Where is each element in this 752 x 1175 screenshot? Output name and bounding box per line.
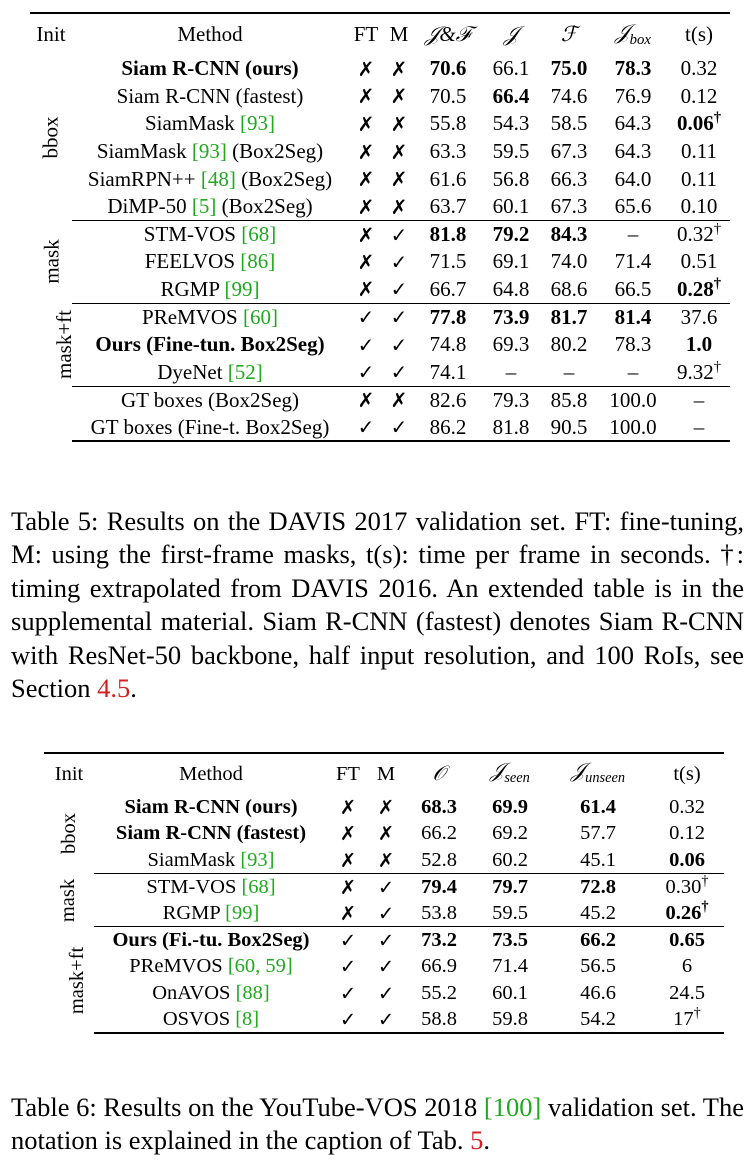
header-method: Method — [179, 762, 243, 785]
group-label-text: mask — [57, 878, 80, 923]
cross-icon: ✗ — [328, 847, 368, 874]
checkmark-icon: ✓ — [377, 981, 395, 1005]
method-name: SiamRPN++ — [87, 166, 196, 191]
cross-icon: ✗ — [357, 388, 375, 413]
method-suffix: (Box2Seg) — [232, 139, 324, 164]
value-t: 24.5 — [669, 981, 705, 1004]
value-j: 64.8 — [482, 276, 540, 304]
checkmark-icon: ✓ — [348, 414, 384, 442]
value-jbox: 65.6 — [598, 193, 668, 221]
table-row — [30, 83, 730, 111]
value-js: 71.4 — [492, 955, 528, 978]
value-f: 58.5 — [550, 111, 588, 136]
value-j: 59.5 — [492, 139, 530, 164]
cross-icon: ✗ — [357, 167, 375, 192]
value-js: 79.7 — [492, 875, 528, 898]
value-f: 74.6 — [550, 83, 588, 108]
method-cell — [72, 83, 348, 111]
citation-link[interactable]: [68] — [241, 222, 277, 247]
checkmark-icon: ✓ — [390, 332, 408, 357]
value-js: 69.2 — [492, 822, 528, 845]
value-f: 66.3 — [550, 166, 588, 191]
method-cell — [72, 386, 348, 414]
value-jf: 74.1 — [414, 359, 482, 387]
value-ju: 45.2 — [546, 900, 650, 927]
value-jf: 70.5 — [429, 83, 467, 108]
checkmark-icon: ✓ — [384, 276, 414, 304]
value-t: 6 — [681, 955, 693, 978]
table-row — [44, 980, 724, 1007]
table-row — [30, 386, 730, 414]
value-t: – — [668, 414, 730, 442]
checkmark-icon: ✓ — [377, 955, 395, 979]
value-f: – — [540, 359, 598, 387]
value-js: 73.5 — [492, 929, 528, 952]
value-t: 1.0 — [685, 332, 713, 357]
value-f: 68.6 — [540, 276, 598, 304]
value-jf: 82.6 — [429, 387, 467, 412]
method-cell — [94, 927, 328, 954]
method-cell — [94, 874, 328, 901]
group-label — [44, 874, 94, 927]
davis-results-table — [30, 12, 730, 442]
table-row — [30, 193, 730, 221]
value-o: 55.2 — [421, 981, 457, 1004]
citation-link[interactable]: [93] — [240, 848, 275, 871]
cross-icon: ✗ — [377, 822, 395, 846]
value-ju: 72.8 — [580, 875, 616, 898]
table-row — [30, 303, 730, 331]
citation-link[interactable]: [60, 59] — [227, 955, 293, 978]
table-row — [30, 248, 730, 276]
cross-icon: ✗ — [390, 111, 408, 136]
value-jf: 61.6 — [429, 166, 467, 191]
citation-link[interactable]: [99] — [225, 901, 260, 924]
value-js: 60.2 — [474, 847, 546, 874]
value-j: 81.8 — [482, 414, 540, 442]
value-jf: 70.6 — [429, 56, 467, 81]
value-ju: 54.2 — [546, 1007, 650, 1034]
cross-icon: ✗ — [357, 56, 375, 81]
value-jf: 63.3 — [429, 139, 467, 164]
value-o: 73.2 — [421, 929, 457, 952]
cross-icon: ✗ — [384, 193, 414, 221]
checkmark-icon: ✓ — [368, 900, 404, 927]
cross-icon: ✗ — [357, 111, 375, 136]
checkmark-icon: ✓ — [339, 981, 357, 1005]
citation-link[interactable]: [8] — [235, 1008, 260, 1031]
value-t: 0.12 — [669, 822, 705, 845]
checkmark-icon: ✓ — [384, 414, 414, 442]
method-cell — [94, 794, 328, 821]
method-cell — [94, 821, 328, 848]
value-o: 58.8 — [404, 1007, 474, 1034]
method-cell — [72, 138, 348, 166]
value-j: 69.1 — [492, 249, 530, 274]
method-name: Ours (Fine-tun. Box2Seg) — [95, 332, 325, 357]
cross-icon: ✗ — [368, 847, 404, 874]
cross-icon: ✗ — [390, 388, 408, 413]
table-row — [30, 331, 730, 359]
value-jbox: 76.9 — [614, 83, 652, 108]
group-label-text: bbox — [38, 116, 63, 159]
table-row — [30, 221, 730, 249]
citation-link[interactable]: [93] — [240, 111, 276, 136]
value-jbox: 66.5 — [598, 276, 668, 304]
method-cell — [72, 110, 348, 138]
checkmark-icon: ✓ — [368, 1007, 404, 1034]
method-name: RGMP — [162, 901, 221, 924]
group-label-text: mask — [39, 239, 64, 285]
value-jf: 81.8 — [429, 222, 467, 247]
checkmark-icon: ✓ — [390, 249, 408, 274]
group-label-text: mask+ft — [66, 946, 89, 1014]
header-f: ℱ — [560, 22, 578, 46]
value-jbox: 100.0 — [609, 387, 657, 412]
table-row — [44, 954, 724, 981]
value-j: 60.1 — [482, 193, 540, 221]
value-o: 79.4 — [421, 875, 457, 898]
method-name: FEELVOS — [144, 249, 235, 274]
table-row — [30, 359, 730, 387]
table-row — [44, 1007, 724, 1034]
value-t: 9.32† — [668, 359, 730, 387]
method-name: Ours (Fi.-tu. Box2Seg) — [112, 929, 310, 952]
value-jbox: 64.3 — [614, 111, 652, 136]
table-row — [44, 847, 724, 874]
value-jf: 71.5 — [429, 249, 467, 274]
value-t: 0.32 — [669, 795, 705, 818]
group-label — [30, 303, 76, 386]
citation-link[interactable]: [93] — [191, 139, 227, 164]
value-t: 17† — [650, 1007, 724, 1034]
method-cell — [72, 248, 348, 276]
value-t: 0.06 — [650, 847, 724, 874]
citation-link[interactable]: [68] — [241, 875, 276, 898]
value-jbox: – — [627, 222, 639, 247]
method-name: DiMP-50 — [107, 194, 187, 219]
group-label — [30, 386, 72, 441]
value-js: 69.9 — [492, 795, 528, 818]
checkmark-icon: ✓ — [357, 332, 375, 357]
header-jf: 𝒥&ℱ — [424, 22, 472, 46]
method-name: Siam R-CNN (fastest) — [115, 822, 307, 845]
method-cell — [72, 303, 348, 331]
value-j: 66.1 — [492, 56, 530, 81]
method-name: GT boxes (Fine-t. Box2Seg) — [90, 414, 330, 439]
method-cell — [72, 331, 348, 359]
value-t: 0.28† — [668, 276, 730, 304]
method-cell — [94, 980, 328, 1007]
method-cell — [72, 165, 348, 193]
checkmark-icon: ✓ — [348, 359, 384, 387]
value-o: 68.3 — [421, 795, 457, 818]
group-label-text: bbox — [57, 813, 80, 855]
header-init: Init — [54, 762, 84, 785]
table-row — [30, 110, 730, 138]
checkmark-icon: ✓ — [339, 929, 357, 953]
citation-link[interactable]: [52] — [227, 359, 263, 384]
value-f: 67.3 — [540, 193, 598, 221]
header-time: t(s) — [685, 22, 713, 46]
value-ju: 57.7 — [580, 822, 616, 845]
header-m: M — [389, 22, 409, 46]
value-jbox: 78.3 — [614, 332, 652, 357]
checkmark-icon: ✓ — [357, 305, 375, 330]
value-o: 66.9 — [421, 955, 457, 978]
cross-icon: ✗ — [390, 167, 408, 192]
value-jbox: 64.3 — [614, 139, 652, 164]
value-ju: 56.5 — [580, 955, 616, 978]
value-j: 79.3 — [492, 387, 530, 412]
table6-caption: Table 6: Results on the YouTube-VOS 2018 [100] validation set. The notation is explained in the caption of Tab. 5. — [11, 1092, 744, 1156]
table-row — [30, 165, 730, 193]
method-name: SiamMask — [96, 139, 187, 164]
value-jbox: – — [598, 359, 668, 387]
value-t: 0.26† — [650, 900, 724, 927]
checkmark-icon: ✓ — [377, 929, 395, 953]
value-o: 66.2 — [421, 822, 457, 845]
method-name: STM-VOS — [146, 875, 237, 898]
citation-link[interactable]: [100] — [483, 1092, 542, 1122]
method-name: STM-VOS — [143, 222, 236, 247]
header-overall: 𝒪 — [432, 762, 446, 785]
table-row — [44, 927, 724, 954]
table-row — [30, 414, 730, 442]
cross-icon: ✗ — [377, 795, 395, 819]
table-header-row — [30, 13, 730, 55]
checkmark-icon: ✓ — [377, 875, 395, 899]
value-js: 60.1 — [492, 981, 528, 1004]
value-jbox: 64.0 — [614, 166, 652, 191]
value-j: 79.2 — [492, 222, 530, 247]
table-row — [44, 900, 724, 927]
table-row — [44, 821, 724, 848]
citation-link[interactable]: [48] — [200, 166, 236, 191]
method-name: OSVOS — [162, 1008, 231, 1031]
cross-icon: ✗ — [390, 84, 408, 109]
header-ft: FT — [353, 22, 379, 46]
value-f: 84.3 — [550, 222, 588, 247]
value-jf: 77.8 — [429, 304, 467, 329]
method-cell — [94, 847, 328, 874]
value-j: 54.3 — [492, 111, 530, 136]
value-ju: 45.1 — [546, 847, 650, 874]
value-t: 0.11 — [681, 166, 717, 191]
table-row — [44, 874, 724, 901]
value-f: 81.7 — [550, 304, 588, 329]
value-t: 0.32 — [680, 56, 718, 81]
method-cell — [94, 900, 328, 927]
group-label — [30, 55, 72, 221]
youtube-vos-results-table — [44, 752, 724, 1034]
value-js: 59.8 — [474, 1007, 546, 1034]
value-f: 74.0 — [550, 249, 588, 274]
method-suffix: (Box2Seg) — [241, 166, 333, 191]
table-row — [30, 276, 730, 304]
method-name: DyeNet — [157, 359, 223, 384]
method-name: GT boxes (Box2Seg) — [120, 387, 300, 412]
section-ref-link[interactable]: 4.5 — [97, 673, 131, 704]
value-ju: 46.6 — [580, 981, 616, 1004]
header-init: Init — [36, 22, 66, 46]
header-junseen: 𝒥$_{unseen}$ — [571, 760, 625, 787]
group-label — [30, 221, 72, 304]
cross-icon: ✗ — [339, 875, 357, 899]
method-name: Siam R-CNN (ours) — [121, 56, 299, 81]
header-jbox: 𝒥$_{box}$ — [615, 19, 651, 49]
value-jf: 74.8 — [429, 332, 467, 357]
method-name: Siam R-CNN (fastest) — [116, 83, 304, 108]
header-m: M — [376, 762, 396, 785]
checkmark-icon: ✓ — [328, 1007, 368, 1034]
value-f: 67.3 — [550, 139, 588, 164]
cross-icon: ✗ — [357, 139, 375, 164]
value-j: 56.8 — [492, 166, 530, 191]
value-jbox: 100.0 — [598, 414, 668, 442]
value-j: 73.9 — [492, 304, 530, 329]
checkmark-icon: ✓ — [384, 359, 414, 387]
group-label — [44, 794, 94, 874]
citation-link[interactable]: [5] — [191, 194, 217, 219]
table-row — [30, 55, 730, 83]
header-method: Method — [177, 22, 243, 46]
value-ju: 61.4 — [580, 795, 616, 818]
header-time: t(s) — [673, 762, 701, 785]
method-cell — [94, 1007, 328, 1034]
method-name: Siam R-CNN (ours) — [124, 795, 298, 818]
cross-icon: ✗ — [339, 795, 357, 819]
value-f: 85.8 — [550, 387, 588, 412]
table-row — [30, 138, 730, 166]
table5-caption: Table 5: Results on the DAVIS 2017 validation set. FT: fine-tuning, M: using the first-frame masks, t(s): time per frame in seconds. †: timing extrapolated from DAVIS 2016. An extended table is in the supplemental material. Siam R-CNN (fastest) denotes Siam R-CNN with ResNet-50 backbone, half input resolution, and 100 RoIs, see Section 4.5. — [11, 506, 744, 704]
method-cell — [94, 954, 328, 981]
value-t: – — [693, 387, 705, 412]
method-name: SiamMask — [144, 111, 235, 136]
cross-icon: ✗ — [328, 900, 368, 927]
citation-link[interactable]: [86] — [240, 249, 276, 274]
method-cell — [72, 55, 348, 83]
citation-link[interactable]: [99] — [224, 276, 260, 301]
value-t: 0.06† — [676, 110, 722, 136]
checkmark-icon: ✓ — [339, 955, 357, 979]
cross-icon: ✗ — [357, 84, 375, 109]
group-label-text: mask+ft — [52, 310, 76, 380]
header-ft: FT — [336, 762, 360, 785]
value-t: 0.12 — [680, 83, 718, 108]
table-ref-link[interactable]: 5 — [470, 1125, 484, 1156]
group-label — [44, 927, 94, 1033]
value-t: 0.51 — [680, 249, 718, 274]
method-cell — [72, 414, 348, 442]
value-f: 80.2 — [550, 332, 588, 357]
cross-icon: ✗ — [390, 56, 408, 81]
value-t: 0.30† — [665, 872, 709, 898]
value-t: 37.6 — [680, 304, 718, 329]
value-f: 75.0 — [550, 56, 588, 81]
value-jf: 66.7 — [414, 276, 482, 304]
value-jbox: 78.3 — [614, 56, 652, 81]
checkmark-icon: ✓ — [390, 222, 408, 247]
value-f: 90.5 — [540, 414, 598, 442]
method-name: SiamMask — [147, 848, 236, 871]
value-j: 69.3 — [492, 332, 530, 357]
value-jf: 63.7 — [414, 193, 482, 221]
method-name: PReMVOS — [129, 955, 223, 978]
cross-icon: ✗ — [357, 222, 375, 247]
value-jf: 55.8 — [429, 111, 467, 136]
header-j: 𝒥 — [503, 22, 519, 46]
value-ju: 66.2 — [580, 929, 616, 952]
value-js: 59.5 — [474, 900, 546, 927]
table-row — [44, 794, 724, 821]
method-name: OnAVOS — [152, 981, 231, 1004]
citation-link[interactable]: [88] — [235, 981, 270, 1004]
value-jbox: 81.4 — [614, 304, 652, 329]
value-jbox: 71.4 — [614, 249, 652, 274]
method-name: RGMP — [160, 276, 220, 301]
cross-icon: ✗ — [348, 276, 384, 304]
cross-icon: ✗ — [348, 193, 384, 221]
value-t: 0.32† — [676, 221, 722, 247]
cross-icon: ✗ — [339, 822, 357, 846]
cross-icon: ✗ — [357, 249, 375, 274]
method-suffix: (Box2Seg) — [221, 194, 313, 219]
value-o: 53.8 — [404, 900, 474, 927]
header-jseen: 𝒥$_{seen}$ — [490, 760, 530, 787]
citation-link[interactable]: [60] — [242, 304, 278, 329]
method-cell — [72, 221, 348, 249]
method-cell — [72, 276, 348, 304]
value-t: 0.11 — [681, 139, 717, 164]
value-j: 66.4 — [492, 83, 530, 108]
value-jf: 86.2 — [414, 414, 482, 442]
table-header-row — [44, 753, 724, 794]
method-name: PReMVOS — [142, 304, 238, 329]
value-t: 0.10 — [668, 193, 730, 221]
checkmark-icon: ✓ — [390, 305, 408, 330]
cross-icon: ✗ — [390, 139, 408, 164]
method-cell — [72, 193, 348, 221]
value-t: 0.65 — [669, 929, 705, 952]
value-o: 52.8 — [404, 847, 474, 874]
value-j: – — [482, 359, 540, 387]
method-cell — [72, 359, 348, 387]
